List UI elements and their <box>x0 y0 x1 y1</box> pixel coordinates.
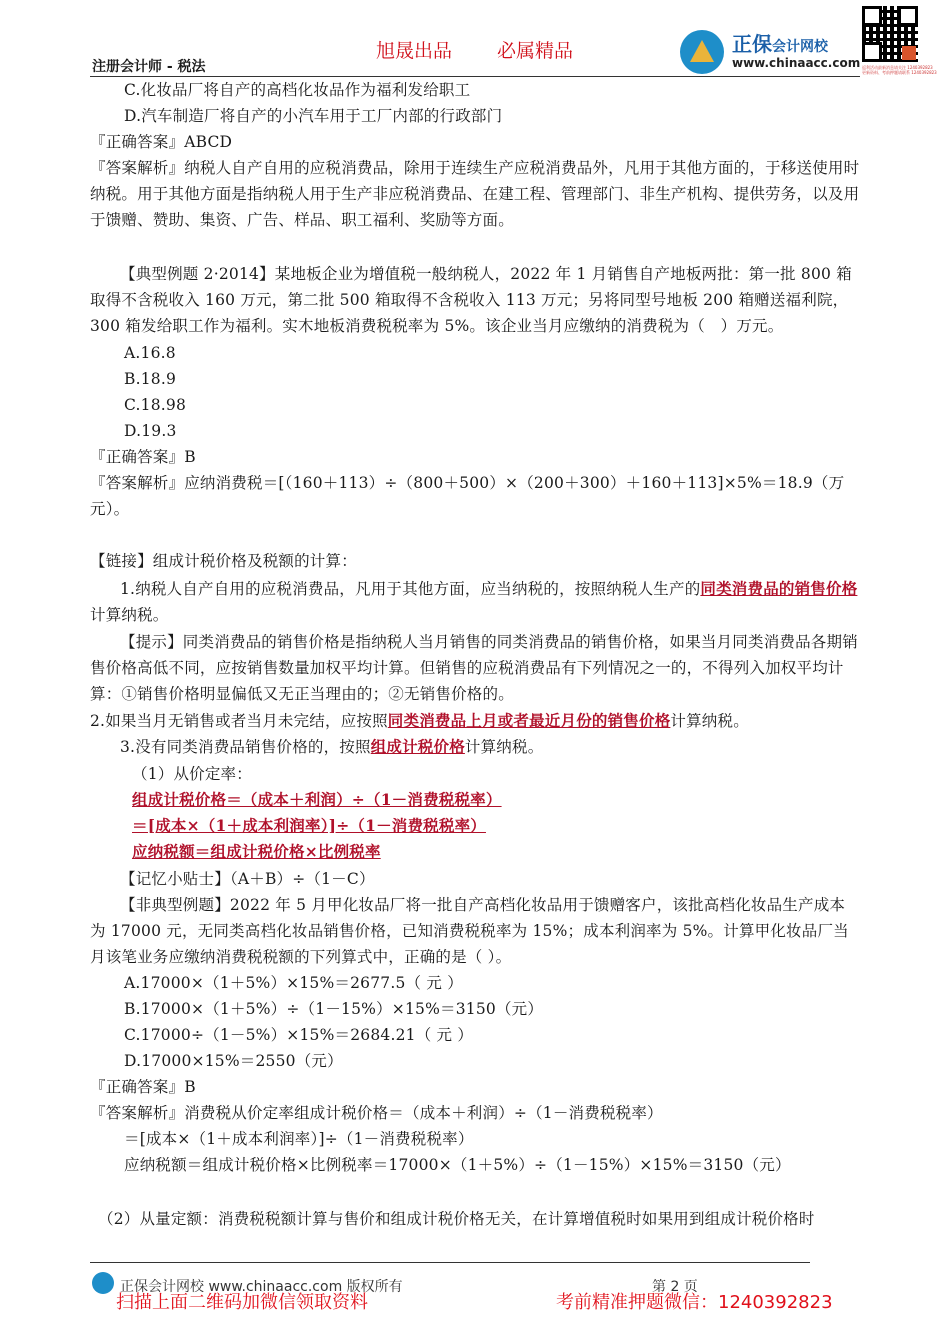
answer-3: 『正确答案』B <box>90 1078 196 1096</box>
formula-3: 应纳税额＝组成计税价格×比例税率 <box>132 842 381 861</box>
logo-sub: 会计网校 <box>772 39 828 55</box>
example-2-option-c: C.18.98 <box>124 396 187 414</box>
link-item-2-tail: 计算纳税。 <box>670 712 749 730</box>
link-item-2 <box>90 708 749 734</box>
footer-logo-icon <box>92 1272 114 1294</box>
sub-heading-specific-rate: （2）从量定额：消费税税额计算与售价和组成计税价格无关，在计算增值税时如果用到组成计税价格时 <box>98 1210 815 1228</box>
example-3-option-d: D.17000×15%＝2550（元） <box>124 1052 343 1070</box>
slogan-left: 旭晟出品 <box>376 40 453 62</box>
link-title: 【链接】组成计税价格及税额的计算： <box>90 552 357 570</box>
explanation-3-line-1: 『答案解析』消费税从价定率组成计税价格＝（成本＋利润）÷（1－消费税税率） <box>90 1104 663 1122</box>
answer-1: 『正确答案』ABCD <box>90 133 233 151</box>
option-c: C.化妆品厂将自产的高档化妆品作为福利发给职工 <box>124 81 471 99</box>
memory-tip: 【记忆小贴士】（A＋B）÷（1－C） <box>120 870 375 888</box>
example-2: 【典型例题 2·2014】某地板企业为增值税一般纳税人，2022 年 1 月销售自产地板两批：第一批 800 箱取得不含税收入 160 万元，第二批 500 箱取得不含税收入 113 万元；另将同型号地板 200 箱赠送福利院，300 箱发给职工作为福利。实木地板消费税税率为 5%。该企业当月应缴纳的消费税为（ ）万元。 <box>90 265 852 335</box>
link-item-3-tail: 计算纳税。 <box>464 738 544 756</box>
footer-copyright: 正保会计网校 www.chinaacc.com 版权所有 <box>120 1279 403 1295</box>
link-item-3 <box>120 734 543 760</box>
option-d: D.汽车制造厂将自产的小汽车用于工厂内部的行政部门 <box>124 107 503 125</box>
example-2-option-b: B.18.9 <box>124 370 177 388</box>
example-3-option-b: B.17000×（1＋5%）÷（1－15%）×15%＝3150（元） <box>124 1000 544 1018</box>
link-item-3-highlight: 组成计税价格 <box>370 737 465 756</box>
brand-logo[interactable] <box>680 26 860 78</box>
qr-caption-2: 更新资料、考前押题请联系 1240392823 <box>862 70 937 75</box>
example-3-option-c: C.17000÷（1－5%）×15%＝2684.21（ 元 ） <box>124 1026 474 1044</box>
footer-divider <box>90 1262 810 1263</box>
example-3-option-a: A.17000×（1＋5%）×15%＝2677.5（ 元 ） <box>124 974 463 992</box>
explanation-2: 『答案解析』应纳消费税＝[（160＋113）÷（800＋500）×（200＋300）＋160＋113]×5%＝18.9（万元）。 <box>90 474 845 518</box>
link-item-1-tail: 计算纳税。 <box>90 606 169 624</box>
link-item-1-highlight: 同类消费品的销售价格 <box>700 579 858 598</box>
sub-heading-ad-valorem: （1）从价定率： <box>132 765 252 783</box>
qr-caption-1: 返利活动最新消息请关注 1240392823 <box>862 65 933 70</box>
link-item-1-text: 1.纳税人自产自用的应税消费品，凡用于其他方面，应当纳税的，按照纳税人生产的 <box>120 580 701 598</box>
footer-promo-right: 考前精准押题微信：1240392823 <box>556 1292 833 1313</box>
course-title: 注册会计师 - 税法 <box>92 59 206 75</box>
answer-2: 『正确答案』B <box>90 448 196 466</box>
qr-code[interactable] <box>862 6 937 86</box>
explanation-3-line-2: ＝[成本×（1＋成本利润率）]÷（1－消费税税率） <box>124 1130 474 1148</box>
qr-center-icon <box>902 46 916 60</box>
link-item-1 <box>90 576 860 628</box>
example-2-option-a: A.16.8 <box>124 344 176 362</box>
link-item-2-text: 2.如果当月无销售或者当月未完结，应按照 <box>90 712 388 730</box>
formula-2: ＝[成本×（1＋成本利润率）]÷（1－消费税税率） <box>132 816 486 835</box>
logo-name: 正保 <box>732 32 772 56</box>
example-3: 【非典型例题】2022 年 5 月甲化妆品厂将一批自产高档化妆品用于馈赠客户，该批高档化妆品生产成本为 17000 元，无同类高档化妆品销售价格，已知消费税税率为 15%；成本利润率为 5%。计算甲化妆品厂当月该笔业务应缴纳消费税税额的下列算式中，正确的是（ ）。 <box>90 896 849 966</box>
logo-icon <box>680 30 724 74</box>
explanation-1: 『答案解析』纳税人自产自用的应税消费品，除用于连续生产应税消费品外，凡用于其他方面的，于移送使用时纳税。用于其他方面是指纳税人用于生产非应税消费品、在建工程、管理部门、非生产机构、提供劳务，以及用于馈赠、赞助、集资、广告、样品、职工福利、奖励等方面。 <box>90 159 860 229</box>
formula-1: 组成计税价格＝（成本＋利润）÷（1－消费税税率） <box>132 790 502 809</box>
link-item-2-highlight: 同类消费品上月或者最近月份的销售价格 <box>387 711 671 730</box>
slogan-right: 必属精品 <box>497 40 574 62</box>
footer-page-number: 第 2 页 <box>652 1279 698 1295</box>
footer-promo-left: 扫描上面二维码加微信领取资料 <box>116 1292 368 1313</box>
link-item-3-text: 3.没有同类消费品销售价格的，按照 <box>120 738 371 756</box>
explanation-3-line-3: 应纳税额＝组成计税价格×比例税率＝17000×（1＋5%）÷（1－15%）×15%＝3150（元） <box>124 1156 791 1174</box>
logo-url: www.chinaacc.com <box>732 56 861 70</box>
tip-paragraph: 【提示】同类消费品的销售价格是指纳税人当月销售的同类消费品的销售价格，如果当月同类消费品各期销售价格高低不同，应按销售数量加权平均计算。但销售的应税消费品有下列情况之一的，不得列入加权平均计算：①销售价格明显偏低又无正当理由的；②无销售价格的。 <box>90 633 858 703</box>
example-2-option-d: D.19.3 <box>124 422 177 440</box>
